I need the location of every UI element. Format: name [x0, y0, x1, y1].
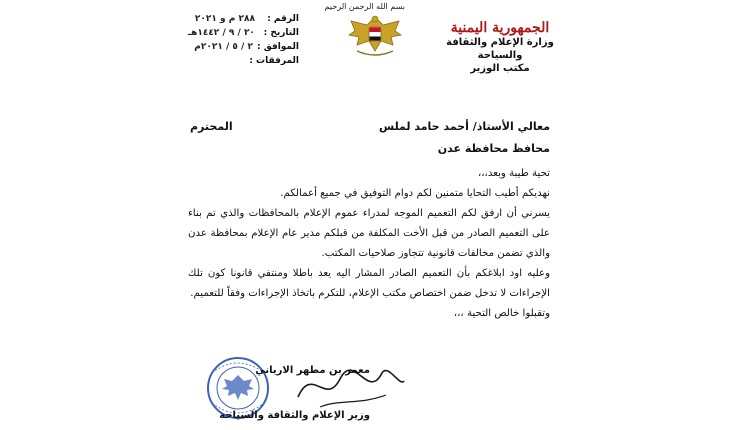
- letterhead: [440, 20, 560, 75]
- emblem: [324, 2, 405, 63]
- paragraph-3: وعليه اود ابلاغكم بأن التعميم الصادر المشار اليه يعد باطلا ومنتفي قانونا كون تلك الإجراءات لا تدخل ضمن اختصاص مكتب الإعلام، للتكرم باتخاذ الإجراءات وفقاً للتعميم.: [188, 268, 550, 299]
- paragraph-2: يسرني أن ارفق لكم التعميم الموجه لمدراء عموم الإعلام بالمحافظات والذي تم بناء على التعميم الصادر من قبل الأخت المكلفة من قبلكم مدير عام الإعلام بمحافظة عدن والذي تضمن مخالفات قانونية تتجاوز صلاحيات المكتب.: [188, 208, 550, 259]
- closing: وتقبلوا خالص التحية ،،،: [453, 308, 550, 319]
- greg-date-label: الموافق :: [256, 42, 299, 52]
- ref-value: ٢٨٨ م و ٢٠٢١: [194, 14, 255, 24]
- honorific: المحترم: [190, 120, 233, 133]
- date-value: ٢٠ / ٩ / ١٤٤٢هـ: [188, 28, 255, 38]
- letter-page: [180, 0, 570, 430]
- date-label: التاريخ :: [263, 28, 299, 38]
- ref-label: الرقم :: [267, 14, 299, 24]
- signer-name: معمر بن مطهر الارياني: [255, 365, 370, 376]
- greeting: تحية طيبة وبعد،،،: [477, 168, 550, 179]
- addressee-position: محافظ محافظة عدن: [437, 142, 550, 155]
- attachments-label: المرفقات :: [249, 56, 299, 66]
- reference-block: [188, 12, 299, 68]
- eagle-emblem-icon: [345, 11, 405, 59]
- addressee-name: معالي الأستاذ/ أحمد حامد لملس: [379, 120, 550, 133]
- basmala: بسم الله الرحمن الرحيم: [324, 2, 405, 11]
- ministry-name: وزارة الإعلام والثقافة والسياحة: [446, 37, 554, 61]
- paragraph-1: نهديكم أطيب التحايا متمنين لكم دوام التوفيق في جميع أعمالكم.: [280, 188, 550, 199]
- signature-block: [190, 355, 490, 430]
- addressee: [190, 120, 550, 155]
- greg-date-value: ٢ / ٥ / ٢٠٢١م: [194, 42, 253, 52]
- office-name: مكتب الوزير: [470, 63, 530, 74]
- signer-title: وزير الإعلام والثقافة والسياحة: [219, 410, 370, 421]
- letter-body: [188, 164, 550, 324]
- republic-title: الجمهورية اليمنية: [450, 20, 550, 36]
